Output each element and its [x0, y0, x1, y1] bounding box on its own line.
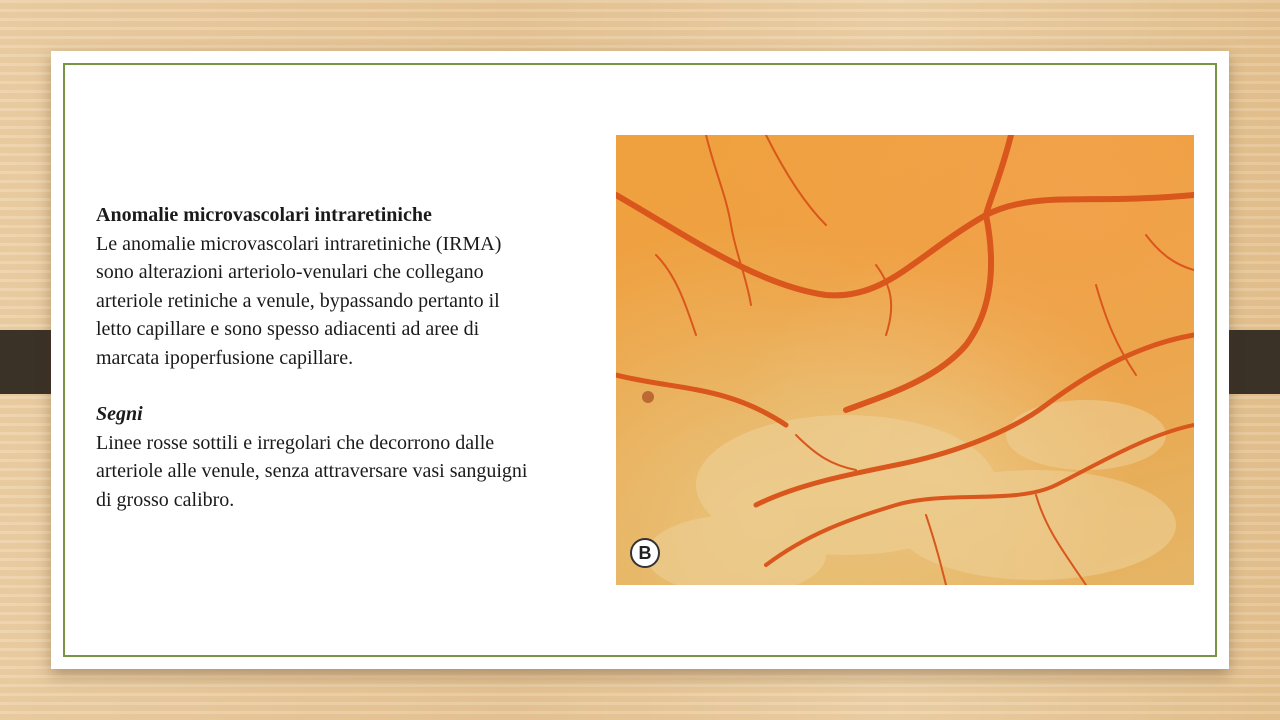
description-line: letto capillare e sono spesso adiacenti ad aree di [96, 318, 480, 340]
description-line: arteriole retiniche a venule, bypassando pertanto il [96, 289, 500, 312]
description-line: marcata ipoperfusione capillare. [96, 346, 354, 369]
description-paragraph [96, 230, 596, 373]
signs-line: arteriole alle venule, senza attraversare vasi sanguigni [96, 460, 528, 482]
signs-paragraph [96, 429, 596, 515]
slide-text-block [96, 201, 596, 514]
signs-line: di grosso calibro. [96, 488, 235, 511]
retinal-vessels-illustration [616, 135, 1194, 585]
description-line: Le anomalie microvascolari intraretiniche (IRMA) [96, 232, 502, 255]
fundus-photo [616, 135, 1194, 585]
slide-card [51, 51, 1229, 669]
signs-heading: Segni [96, 403, 143, 425]
description-line: sono alterazioni arteriolo-venulari che collegano [96, 261, 484, 283]
signs-line: Linee rosse sottili e irregolari che decorrono dalle [96, 431, 495, 454]
panel-label-badge: B [630, 538, 660, 568]
hemorrhage-spot [642, 391, 654, 403]
pale-ischemic-areas [646, 400, 1176, 585]
section-heading: Anomalie microvascolari intraretiniche [96, 204, 432, 226]
